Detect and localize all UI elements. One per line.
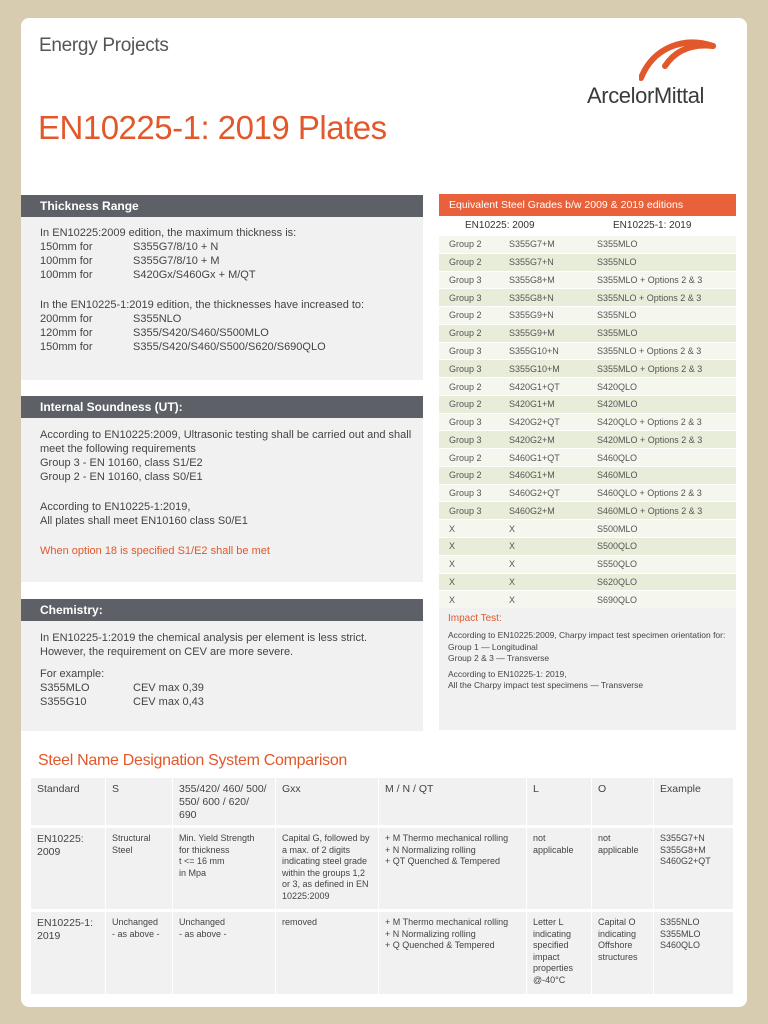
- grade-2019-cell: S355NLO + Options 2 & 3: [597, 342, 736, 360]
- group-cell: Group 2: [439, 395, 509, 413]
- grade-2009-cell: S355G8+N: [509, 289, 597, 307]
- grade-2009-cell: S355G8+M: [509, 271, 597, 289]
- grade-2019-cell: S355NLO + Options 2 & 3: [597, 289, 736, 307]
- thickness-intro-2019: In the EN10225-1:2019 edition, the thicknesses have increased to:: [40, 299, 365, 311]
- table-row: [439, 342, 736, 360]
- grade-2009-cell: S420G2+QT: [509, 413, 597, 431]
- table-row: [439, 253, 736, 271]
- grade-2009-cell: S355G10+N: [509, 342, 597, 360]
- chemistry-section: [21, 599, 423, 731]
- table-row: [439, 591, 736, 608]
- table-row: [439, 431, 736, 449]
- grade-2019-cell: S355MLO + Options 2 & 3: [597, 360, 736, 378]
- table-cell: + M Thermo mechanical rolling + N Normalizing rolling + Q Quenched & Tempered: [379, 912, 527, 994]
- table-row: [439, 378, 736, 396]
- table-row: [439, 413, 736, 431]
- group-cell: X: [439, 538, 509, 556]
- grade-2019-cell: S460MLO + Options 2 & 3: [597, 502, 736, 520]
- group-cell: Group 2: [439, 449, 509, 467]
- thickness-intro-2009: In EN10225:2009 edition, the maximum thickness is:: [40, 227, 297, 239]
- thickness-row: 120mm for S355/S420/S460/S500MLO: [40, 327, 269, 339]
- table-header-row: [439, 216, 736, 236]
- equivalent-table-body: [439, 236, 736, 609]
- table-cell: Capital G, followed by a max. of 2 digits indicating steel grade within the groups 1,2 or 3, as defined in EN 10225:2009: [276, 828, 379, 909]
- table-row: [439, 307, 736, 325]
- grade-2009-cell: S420G1+M: [509, 395, 597, 413]
- group-cell: Group 3: [439, 289, 509, 307]
- group-cell: Group 3: [439, 360, 509, 378]
- grade-2009-cell: S420G1+QT: [509, 378, 597, 396]
- equivalent-heading: Equivalent Steel Grades b/w 2009 & 2019 editions: [439, 194, 736, 216]
- thickness-body: [21, 217, 423, 354]
- group-cell: Group 2: [439, 307, 509, 325]
- impact-body: According to EN10225:2009, Charpy impact test specimen orientation for: Group 1 — Longitudinal Group 2 & 3 — Transverse According to EN10225-1: 2019, All the Charpy impact test specimens — Transverse: [448, 630, 726, 691]
- thickness-row: 200mm for S355NLO: [40, 313, 182, 325]
- group-cell: X: [439, 591, 509, 608]
- table-cell: not applicable: [592, 828, 654, 909]
- group-cell: Group 3: [439, 431, 509, 449]
- table-cell: Capital O indicating Offshore structures: [592, 912, 654, 994]
- group-cell: Group 2: [439, 324, 509, 342]
- grade-2009-cell: S420G2+M: [509, 431, 597, 449]
- grade-2009-cell: X: [509, 520, 597, 538]
- table-row: [439, 360, 736, 378]
- cev-row: S355MLO CEV max 0,39: [40, 682, 204, 694]
- grade-2019-cell: S420QLO: [597, 378, 736, 396]
- header-cell: 355/420/ 460/ 500/ 550/ 600 / 620/ 690: [173, 778, 276, 825]
- standard-cell: EN10225: 2009: [31, 828, 106, 909]
- grade-2009-cell: S460G1+QT: [509, 449, 597, 467]
- header-cell: Standard: [31, 778, 106, 825]
- grade-2009-cell: S460G2+M: [509, 502, 597, 520]
- grade-2009-cell: S460G1+M: [509, 466, 597, 484]
- grade-2019-cell: S355MLO: [597, 324, 736, 342]
- grade-2019-cell: S690QLO: [597, 591, 736, 608]
- grade-2019-cell: S500QLO: [597, 538, 736, 556]
- group-cell: Group 2: [439, 236, 509, 254]
- table-row: [439, 236, 736, 254]
- chemistry-heading: Chemistry:: [21, 599, 423, 621]
- soundness-note: When option 18 is specified S1/E2 shall be met: [40, 545, 270, 557]
- grade-2009-cell: S355G7+N: [509, 253, 597, 271]
- soundness-heading: Internal Soundness (UT):: [21, 396, 423, 418]
- grade-2019-cell: S460QLO + Options 2 & 3: [597, 484, 736, 502]
- arcelormittal-logo-icon: [639, 34, 719, 82]
- table-cell: not applicable: [527, 828, 592, 909]
- comparison-row-2009: [31, 828, 733, 909]
- group-cell: Group 2: [439, 466, 509, 484]
- group-cell: Group 2: [439, 378, 509, 396]
- grade-2009-cell: S460G2+QT: [509, 484, 597, 502]
- grade-2019-cell: S620QLO: [597, 573, 736, 591]
- table-row: [439, 484, 736, 502]
- grade-2009-cell: X: [509, 573, 597, 591]
- soundness-body: According to EN10225:2009, Ultrasonic testing shall be carried out and shall meet the following requirements Group 3 - EN 10160, class S1/E2 Group 2 - EN 10160, class S0/E1 According to EN10225-1:2019, All plates shall meet EN10160 class S0/E1 When option 18 is specified S1/E2 shall be met: [40, 429, 412, 557]
- comparison-title: Steel Name Designation System Comparison: [38, 752, 348, 769]
- table-cell: + M Thermo mechanical rolling + N Normalizing rolling + QT Quenched & Tempered: [379, 828, 527, 909]
- grade-2019-cell: S420MLO + Options 2 & 3: [597, 431, 736, 449]
- group-cell: X: [439, 520, 509, 538]
- thickness-row: 150mm for S355G7/8/10 + N: [40, 241, 219, 253]
- col-2019-header: EN10225-1: 2019: [597, 216, 736, 236]
- chemistry-body: In EN10225-1:2019 the chemical analysis per element is less strict. However, the requirement on CEV are more severe. For example: S355MLO CEV max 0,39 S355G10 CEV max 0,43: [21, 621, 423, 709]
- thickness-row: 150mm for S355/S420/S460/S500/S620/S690QLO: [40, 341, 326, 353]
- group-cell: Group 3: [439, 271, 509, 289]
- group-cell: Group 3: [439, 502, 509, 520]
- comparison-table: [31, 778, 733, 997]
- table-row: [439, 555, 736, 573]
- header-cell: Example: [660, 783, 701, 795]
- page-title: EN10225-1: 2019 Plates: [38, 109, 387, 146]
- table-row: [439, 520, 736, 538]
- thickness-row: 100mm for S420Gx/S460Gx + M/QT: [40, 269, 256, 281]
- grade-2019-cell: S420MLO: [597, 395, 736, 413]
- grade-2009-cell: X: [509, 591, 597, 608]
- table-row: [439, 395, 736, 413]
- comparison-row-2019: [31, 912, 733, 994]
- table-row: [439, 449, 736, 467]
- brand-logo-text: ArcelorMittal: [587, 83, 705, 108]
- grade-2019-cell: S550QLO: [597, 555, 736, 573]
- header-cell: M / N / QT: [379, 778, 527, 825]
- grade-2019-cell: S355NLO: [597, 307, 736, 325]
- table-row: [439, 573, 736, 591]
- table-cell: Structural Steel: [106, 828, 173, 909]
- table-cell: Unchanged - as above -: [173, 912, 276, 994]
- soundness-section: [21, 396, 423, 582]
- comparison-header-row: [31, 778, 733, 825]
- equivalent-grades-table: [439, 216, 736, 608]
- grade-2019-cell: S355NLO: [597, 253, 736, 271]
- table-cell: removed: [276, 912, 379, 994]
- grade-2009-cell: S355G7+M: [509, 236, 597, 254]
- group-cell: Group 3: [439, 342, 509, 360]
- thickness-heading: Thickness Range: [21, 195, 423, 217]
- table-row: [439, 289, 736, 307]
- datasheet-page: [21, 18, 747, 1007]
- table-cell: S355NLO S355MLO S460QLO: [660, 917, 701, 950]
- header-cell: S: [106, 778, 173, 825]
- grade-2019-cell: S355MLO: [597, 236, 736, 254]
- standard-cell: EN10225-1: 2019: [31, 912, 106, 994]
- cev-row: S355G10 CEV max 0,43: [40, 696, 204, 708]
- equivalent-grades-section: [439, 194, 736, 730]
- table-row: [439, 538, 736, 556]
- thickness-section: [21, 195, 423, 380]
- group-cell: X: [439, 555, 509, 573]
- table-cell: S355G7+N S355G8+M S460G2+QT: [660, 833, 711, 866]
- table-row: [439, 271, 736, 289]
- kicker-text: Energy Projects: [39, 35, 169, 56]
- grade-2009-cell: S355G10+M: [509, 360, 597, 378]
- grade-2009-cell: S355G9+N: [509, 307, 597, 325]
- group-cell: Group 2: [439, 253, 509, 271]
- header-cell: O: [592, 778, 654, 825]
- header-cell: L: [527, 778, 592, 825]
- grade-2019-cell: S355MLO + Options 2 & 3: [597, 271, 736, 289]
- table-row: [439, 466, 736, 484]
- header-cell: Gxx: [276, 778, 379, 825]
- grade-2009-cell: S355G9+M: [509, 324, 597, 342]
- group-cell: Group 3: [439, 484, 509, 502]
- thickness-row: 100mm for S355G7/8/10 + M: [40, 255, 220, 267]
- group-cell: Group 3: [439, 413, 509, 431]
- impact-heading: Impact Test:: [448, 613, 502, 625]
- table-row: [439, 502, 736, 520]
- grade-2019-cell: S500MLO: [597, 520, 736, 538]
- grade-2019-cell: S460MLO: [597, 466, 736, 484]
- grade-2009-cell: X: [509, 555, 597, 573]
- group-cell: X: [439, 573, 509, 591]
- col-2009-header: EN10225: 2009: [439, 216, 597, 236]
- grade-2019-cell: S420QLO + Options 2 & 3: [597, 413, 736, 431]
- table-cell: Letter L indicating specified impact properties @-40°C: [527, 912, 592, 994]
- table-cell: Unchanged - as above -: [106, 912, 173, 994]
- impact-section: [439, 608, 736, 730]
- table-cell: Min. Yield Strength for thickness t <= 16 mm in Mpa: [173, 828, 276, 909]
- grade-2009-cell: X: [509, 538, 597, 556]
- table-row: [439, 324, 736, 342]
- grade-2019-cell: S460QLO: [597, 449, 736, 467]
